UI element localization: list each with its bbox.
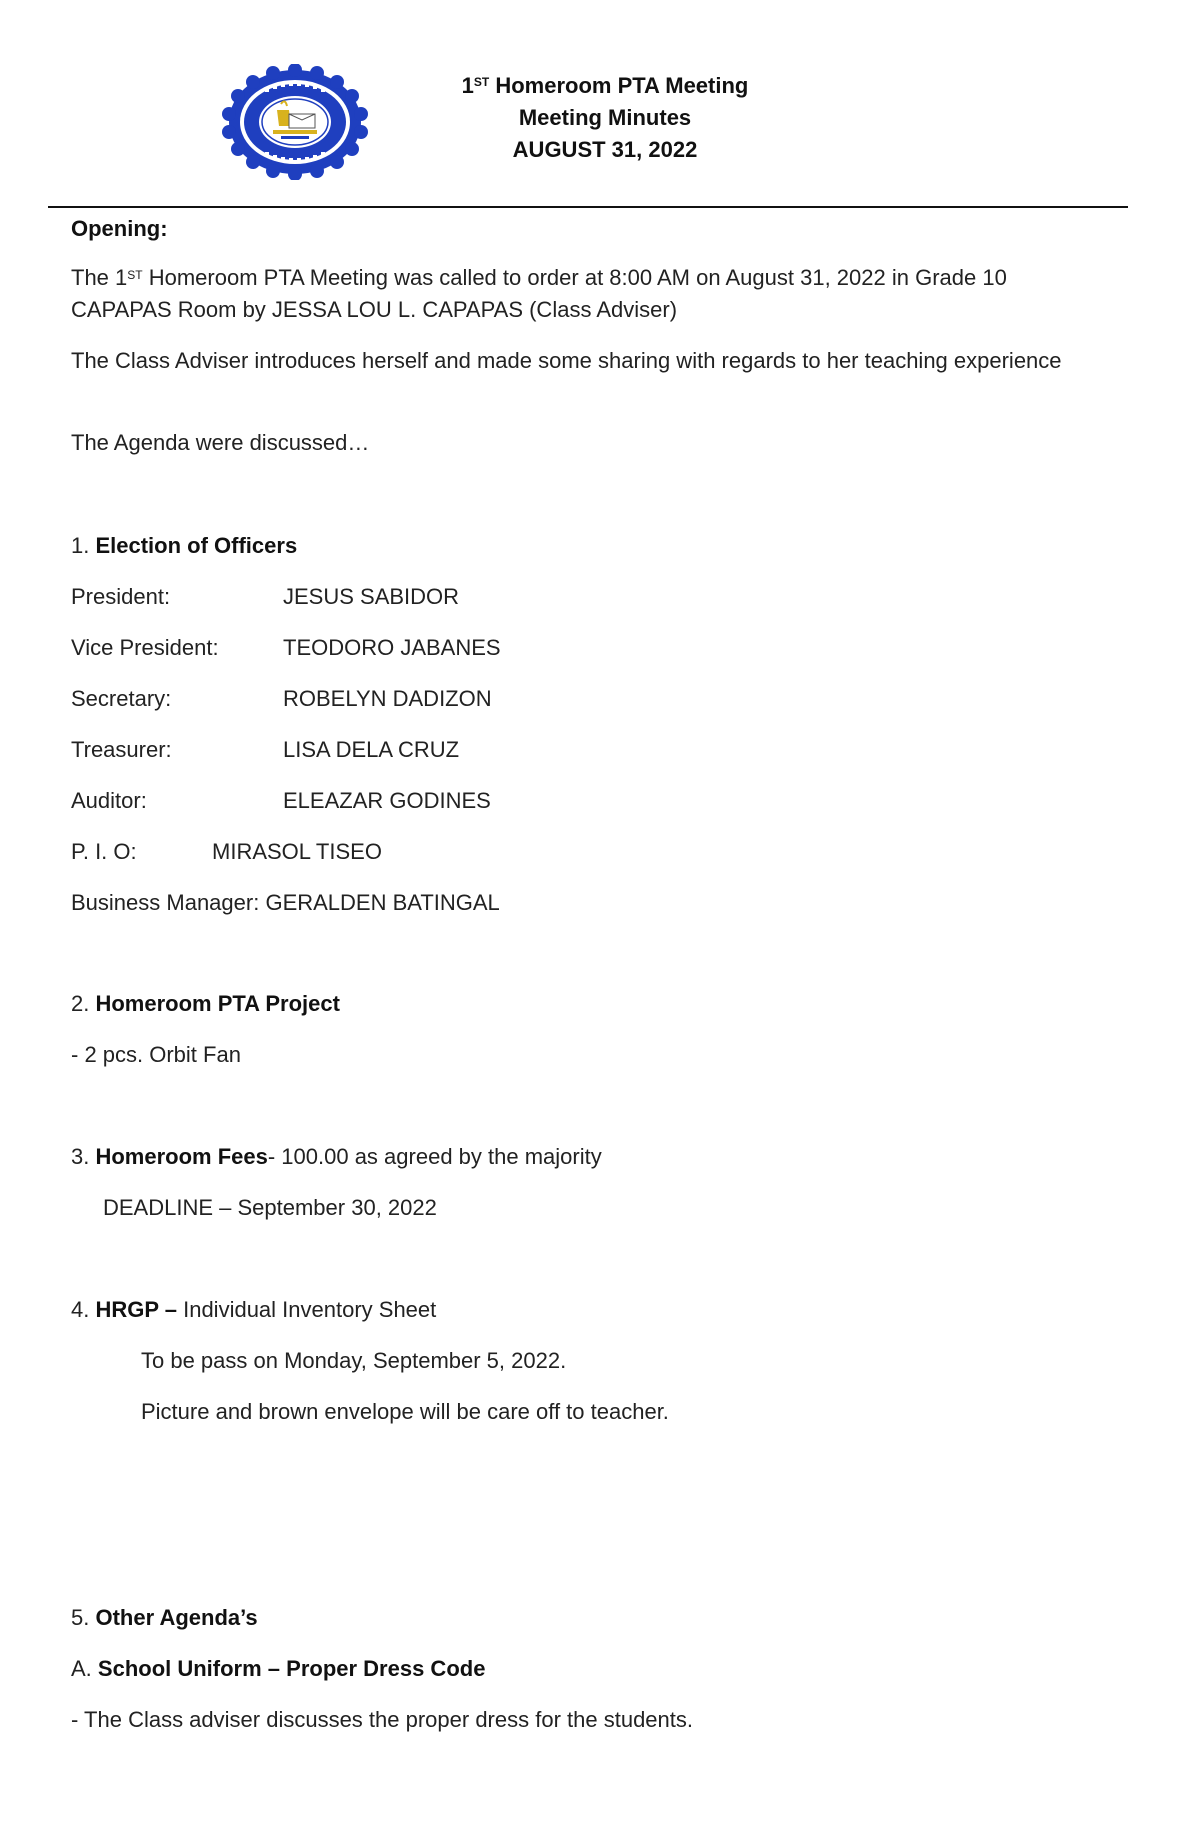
agenda-item-other: 5. Other Agenda’s xyxy=(71,1605,258,1630)
officer-row: Vice President: TEODORO JABANES xyxy=(71,635,501,660)
header-divider xyxy=(48,206,1128,208)
opening-paragraph-2: The Class Adviser introduces herself and made some sharing with regards to her teaching experience xyxy=(71,348,1062,373)
officer-row: President: JESUS SABIDOR xyxy=(71,584,460,609)
officer-row: Treasurer: LISA DELA CRUZ xyxy=(71,737,460,762)
officer-row: Business Manager: GERALDEN BATINGAL xyxy=(71,890,500,915)
fees-deadline: DEADLINE – September 30, 2022 xyxy=(103,1195,437,1220)
officer-row: Auditor: ELEAZAR GODINES xyxy=(71,788,491,813)
opening-heading: Opening: xyxy=(71,216,168,241)
uniform-note: - The Class adviser discusses the proper dress for the students. xyxy=(71,1707,693,1732)
meeting-date: AUGUST 31, 2022 xyxy=(512,137,698,162)
meeting-subtitle: Meeting Minutes xyxy=(518,105,692,130)
officer-row: P. I. O: MIRASOL TISEO xyxy=(71,839,382,864)
project-item: - 2 pcs. Orbit Fan xyxy=(71,1042,241,1067)
agenda-item-project: 2. Homeroom PTA Project xyxy=(71,991,340,1016)
hrgp-line-2: Picture and brown envelope will be care off to teacher. xyxy=(141,1399,669,1424)
school-seal-logo xyxy=(220,64,370,180)
opening-paragraph-3: The Agenda were discussed… xyxy=(71,430,370,455)
other-subitem-uniform: A. School Uniform – Proper Dress Code xyxy=(71,1656,486,1681)
hrgp-line-1: To be pass on Monday, September 5, 2022. xyxy=(141,1348,567,1373)
agenda-item-election: 1. Election of Officers xyxy=(71,533,298,558)
meeting-title: 1ST Homeroom PTA Meeting xyxy=(461,73,749,98)
agenda-item-fees: 3. Homeroom Fees- 100.00 as agreed by the majority xyxy=(71,1144,602,1169)
officer-row: Secretary: ROBELYN DADIZON xyxy=(71,686,492,711)
opening-paragraph-1: The 1ST Homeroom PTA Meeting was called to order at 8:00 AM on August 31, 2022 in Grade 10 CAPAPAS Room by JESSA LOU L. CAPAPAS (Class Adviser) xyxy=(71,265,1007,322)
agenda-item-hrgp: 4. HRGP – Individual Inventory Sheet xyxy=(71,1297,437,1322)
document-header xyxy=(420,70,790,166)
